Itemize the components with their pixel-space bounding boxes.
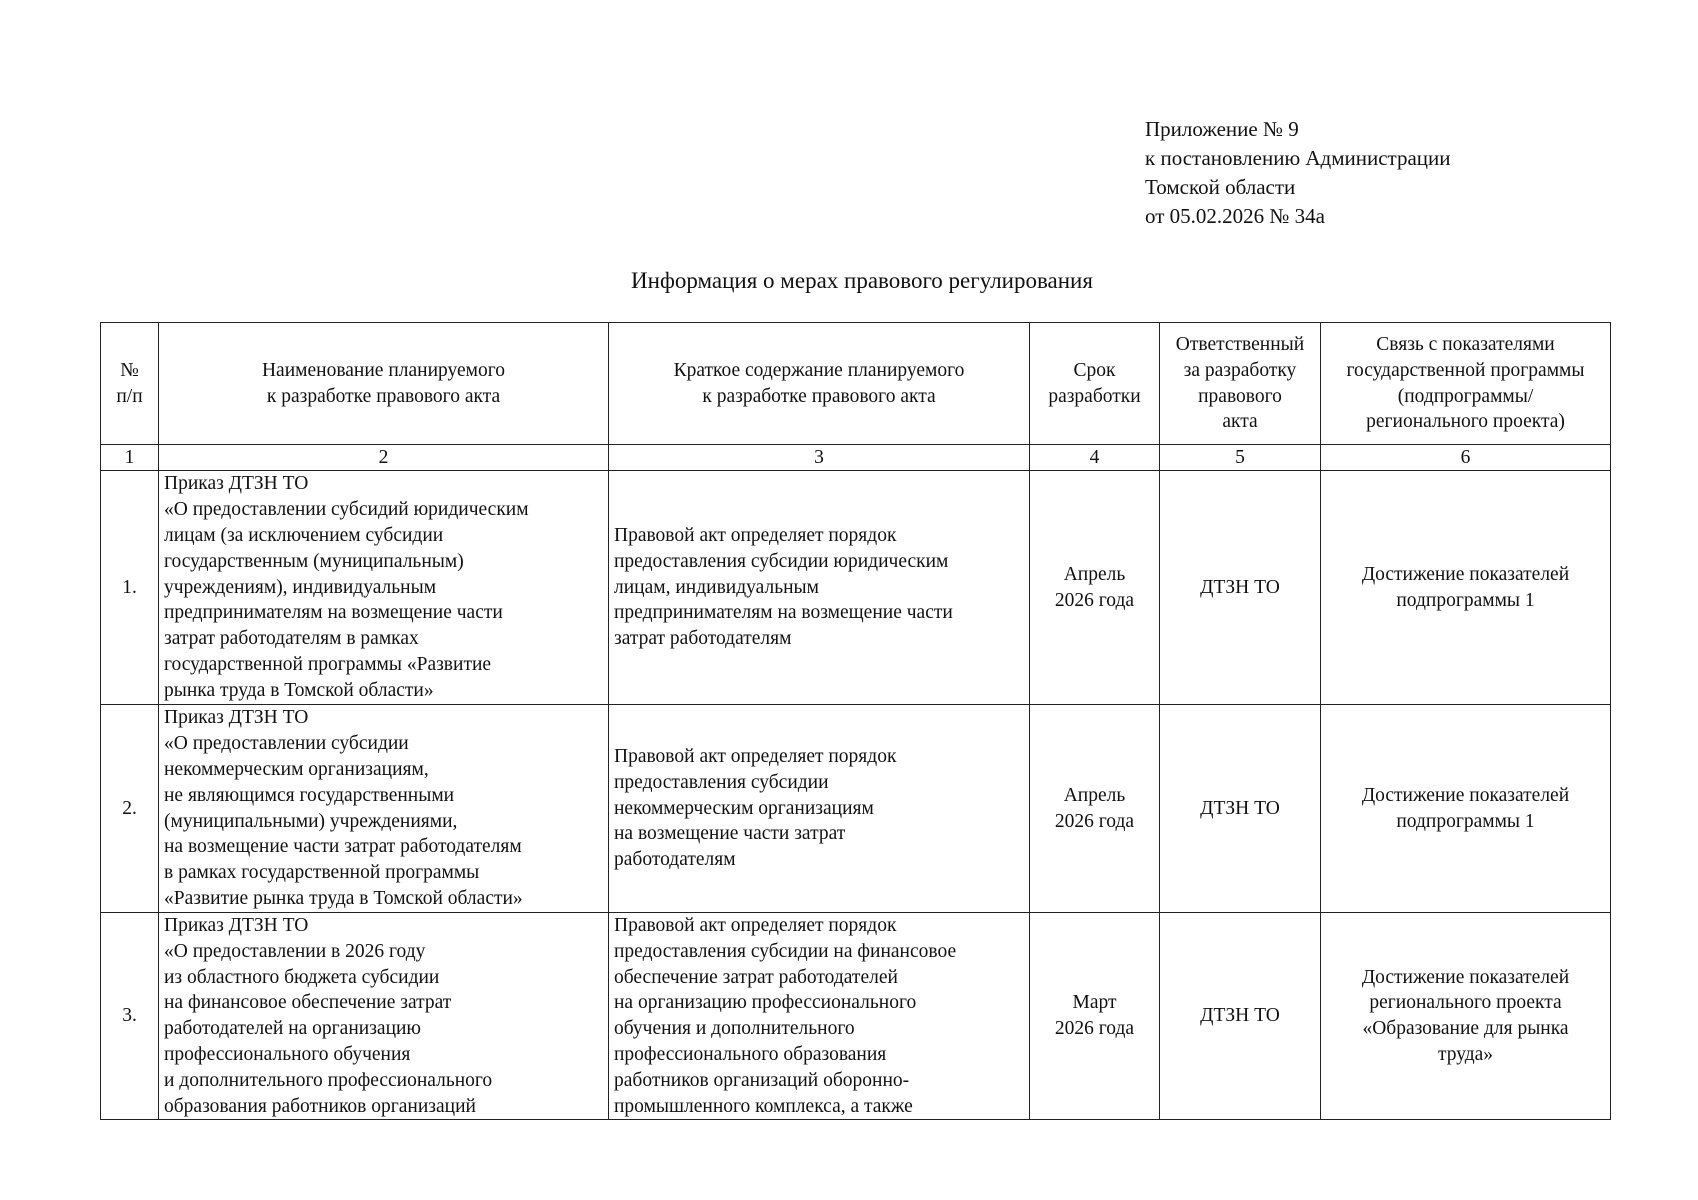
act-summary-line: Правовой акт определяет порядок xyxy=(614,746,897,767)
term-line: 2026 года xyxy=(1054,810,1135,832)
act-name-line: и дополнительного профессионального xyxy=(164,1069,493,1091)
act-summary-line: Правовой акт определяет порядок xyxy=(614,525,897,546)
header-summary xyxy=(609,323,1030,445)
act-name-cell xyxy=(159,471,609,705)
act-name-line: (муниципальными) учреждениями, xyxy=(164,810,458,832)
act-name-line: государственным (муниципальным) xyxy=(164,550,464,572)
indicator-link-line: труда» xyxy=(1437,1043,1494,1065)
column-number: 6 xyxy=(1321,445,1611,471)
column-number: 2 xyxy=(159,445,609,471)
header-text: (подпрограммы/ xyxy=(1397,385,1534,407)
act-name-line: «Развитие рынка труда в Томской области» xyxy=(164,887,523,909)
column-number: 1 xyxy=(101,445,159,471)
act-summary-line: некоммерческим организациям xyxy=(614,797,874,819)
header-text: Наименование планируемого xyxy=(261,359,506,381)
act-summary-line: на организацию профессионального xyxy=(614,992,917,1014)
act-summary-line: обеспечение затрат работодателей xyxy=(614,966,898,988)
column-number: 4 xyxy=(1030,445,1160,471)
header-text: к разработке правового акта xyxy=(702,385,936,407)
act-name-line: Приказ ДТЗН ТО xyxy=(164,707,309,729)
appendix-date-line: от 05.02.2026 № 34а xyxy=(1145,204,1326,228)
act-summary-line: предоставления субсидии юридическим xyxy=(614,550,949,572)
column-number: 3 xyxy=(609,445,1030,471)
header-text: Краткое содержание планируемого xyxy=(673,359,965,381)
indicator-link-cell xyxy=(1321,471,1611,705)
indicator-link-line: подпрограммы 1 xyxy=(1396,589,1535,611)
header-text: Связь с показателями xyxy=(1376,333,1555,355)
act-name-cell xyxy=(159,913,609,1120)
term-cell xyxy=(1030,705,1160,913)
appendix-block xyxy=(1145,115,1451,231)
act-name-line: из областного бюджета субсидии xyxy=(164,966,440,988)
term-cell xyxy=(1030,913,1160,1120)
indicator-link-line: регионального проекта xyxy=(1369,992,1562,1014)
responsible-cell: ДТЗН ТО xyxy=(1160,471,1321,705)
act-name-line: некоммерческим организациям, xyxy=(164,758,429,780)
row-number: 3. xyxy=(101,913,159,1120)
act-name-line: работодателей на организацию xyxy=(164,1018,422,1040)
act-name-line: не являющимся государственными xyxy=(164,784,455,806)
header-link xyxy=(1321,323,1611,445)
indicator-link-cell xyxy=(1321,913,1611,1120)
term-line: Апрель xyxy=(1063,563,1126,585)
act-summary-line: работодателям xyxy=(614,849,736,871)
act-summary-line: профессионального образования xyxy=(614,1043,887,1065)
indicator-link-line: Достижение показателей xyxy=(1361,563,1570,585)
header-text: государственной программы xyxy=(1346,359,1585,381)
act-name-line: государственной программы «Развитие xyxy=(164,653,492,675)
header-num xyxy=(101,323,159,445)
act-name-line: рынка труда в Томской области» xyxy=(164,679,434,701)
appendix-line: Приложение № 9 xyxy=(1145,117,1299,141)
measures-table xyxy=(100,322,1611,1120)
column-number: 5 xyxy=(1160,445,1321,471)
act-summary-line: промышленного комплекса, а также xyxy=(614,1095,913,1117)
act-name-line: в рамках государственной программы xyxy=(164,862,480,884)
act-name-line: «О предоставлении субсидий юридическим xyxy=(164,499,529,521)
header-text: за разработку xyxy=(1183,359,1297,381)
act-summary-line: лицам, индивидуальным xyxy=(614,576,819,598)
header-term xyxy=(1030,323,1160,445)
responsible-cell: ДТЗН ТО xyxy=(1160,705,1321,913)
indicator-link-cell xyxy=(1321,705,1611,913)
header-text: к разработке правового акта xyxy=(266,385,501,407)
header-text: регионального проекта) xyxy=(1366,411,1565,433)
act-name-line: предпринимателям на возмещение части xyxy=(164,602,503,624)
act-name-line: профессионального обучения xyxy=(164,1043,411,1065)
act-name-line: на финансовое обеспечение затрат xyxy=(164,992,452,1014)
header-text: Ответственный xyxy=(1175,333,1305,355)
table-row xyxy=(101,913,1611,1120)
appendix-line: Томской области xyxy=(1145,175,1296,199)
term-line: Март xyxy=(1072,992,1117,1014)
row-number: 1. xyxy=(101,471,159,705)
act-summary-cell xyxy=(609,913,1030,1120)
table-row xyxy=(101,705,1611,913)
term-line: 2026 года xyxy=(1054,1018,1135,1040)
act-name-line: учреждениям), индивидуальным xyxy=(164,576,437,598)
table-header-row xyxy=(101,323,1611,445)
indicator-link-line: подпрограммы 1 xyxy=(1396,810,1535,832)
act-name-cell xyxy=(159,705,609,913)
act-name-line: «О предоставлении в 2026 году xyxy=(164,940,426,962)
act-name-line: лицам (за исключением субсидии xyxy=(164,525,444,546)
act-summary-line: затрат работодателям xyxy=(614,628,792,650)
act-name-line: Приказ ДТЗН ТО xyxy=(164,473,309,495)
act-summary-line: работников организаций оборонно- xyxy=(614,1069,910,1091)
header-text: разработки xyxy=(1048,385,1141,407)
column-numbers-row xyxy=(101,445,1611,471)
act-summary-line: предоставления субсидии xyxy=(614,771,829,793)
indicator-link-line: «Образование для рынка xyxy=(1362,1018,1569,1040)
header-name xyxy=(159,323,609,445)
act-summary-line: Правовой акт определяет порядок xyxy=(614,915,897,936)
act-name-line: затрат работодателям в рамках xyxy=(164,628,419,650)
act-name-line: на возмещение части затрат работодателям xyxy=(164,836,522,858)
term-cell xyxy=(1030,471,1160,705)
act-summary-line: предоставления субсидии на финансовое xyxy=(614,940,957,962)
act-name-line: образования работников организаций xyxy=(164,1095,476,1117)
act-name-line: «О предоставлении субсидии xyxy=(164,733,409,755)
row-number: 2. xyxy=(101,705,159,913)
act-summary-line: обучения и дополнительного xyxy=(614,1018,855,1040)
indicator-link-line: Достижение показателей xyxy=(1361,784,1570,806)
act-summary-line: предпринимателям на возмещение части xyxy=(614,602,953,624)
term-line: 2026 года xyxy=(1054,589,1135,611)
appendix-line: к постановлению Администрации xyxy=(1145,146,1451,170)
responsible-cell: ДТЗН ТО xyxy=(1160,913,1321,1120)
act-summary-cell xyxy=(609,471,1030,705)
header-text: № xyxy=(120,359,139,381)
table-row xyxy=(101,471,1611,705)
act-name-line: Приказ ДТЗН ТО xyxy=(164,915,309,936)
header-responsible xyxy=(1160,323,1321,445)
header-text: акта xyxy=(1222,411,1258,433)
document-title: Информация о мерах правового регулирования xyxy=(631,268,1093,293)
header-text: п/п xyxy=(116,385,143,407)
act-summary-cell xyxy=(609,705,1030,913)
indicator-link-line: Достижение показателей xyxy=(1361,966,1570,988)
header-text: Срок xyxy=(1073,359,1116,381)
header-text: правового xyxy=(1198,385,1282,407)
term-line: Апрель xyxy=(1063,784,1126,806)
act-summary-line: на возмещение части затрат xyxy=(614,823,846,845)
